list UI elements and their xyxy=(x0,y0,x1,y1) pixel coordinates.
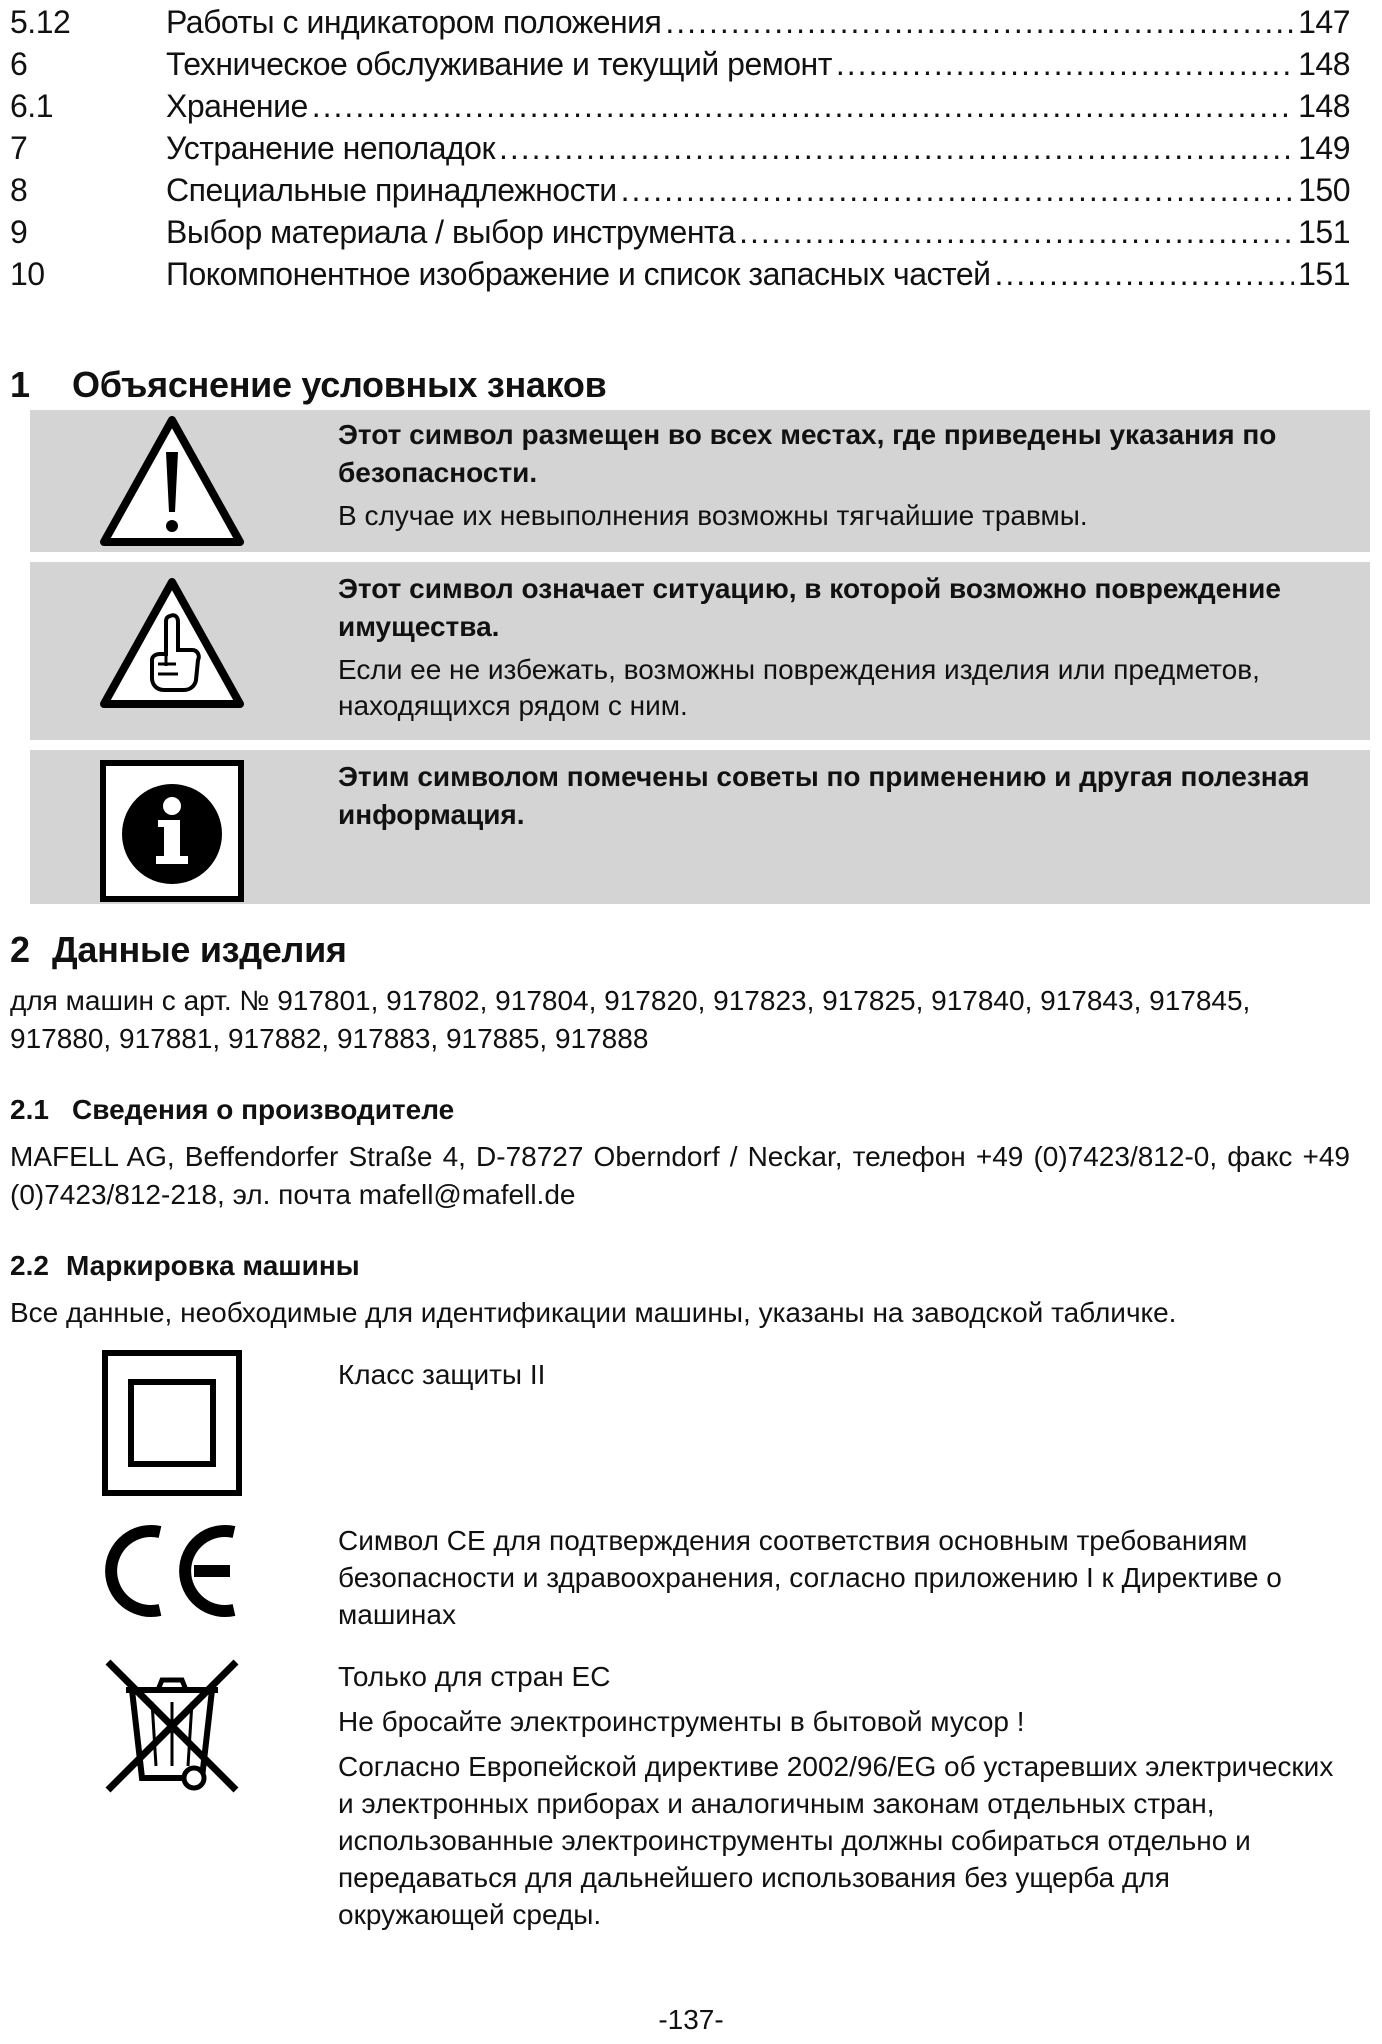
toc-leader xyxy=(739,214,1294,251)
toc-row[interactable] xyxy=(10,4,1350,46)
subsection-heading xyxy=(10,1250,360,1282)
toc-number: 7 xyxy=(10,130,28,166)
toc-title: Покомпонентное изображение и список запасных частей xyxy=(166,256,991,292)
section-heading xyxy=(10,929,347,971)
toc-number: 10 xyxy=(10,256,45,292)
toc-page: 151 xyxy=(1298,256,1350,292)
mark-text-line: Символ CE для подтверждения соответствия основным требованиям безопасности и здравоохранения, согласно приложению I к Директиве о машинах xyxy=(338,1525,1282,1630)
toc-title: Техническое обслуживание и текущий ремонт xyxy=(166,46,832,82)
section-number: 1 xyxy=(10,364,30,405)
section-heading xyxy=(10,364,606,406)
ce-mark-icon xyxy=(102,1518,242,1629)
manufacturer-info: MAFELL AG, Beffendorfer Straße 4, D-78727 Oberndorf / Neckar, телефон +49 (0)7423/812-0, факс +49 (0)7423/812-218, эл. почта mafell@mafell.de xyxy=(10,1141,1350,1210)
toc-number: 6 xyxy=(10,46,28,82)
toc-row[interactable] xyxy=(10,88,1350,130)
symbol-description xyxy=(338,758,1348,840)
toc-page: 149 xyxy=(1298,130,1350,166)
warning-triangle-icon xyxy=(100,414,244,553)
symbol-bold-text: Этот символ означает ситуацию, в которой возможно повреждение имущества. xyxy=(338,573,1281,642)
symbol-bold-text: Этим символом помечены советы по применению и другая полезная информация. xyxy=(338,761,1310,830)
toc-page: 148 xyxy=(1298,46,1350,82)
toc-leader xyxy=(312,88,1294,125)
mark-text-line: Только для стран ЕС xyxy=(338,1661,611,1692)
info-icon xyxy=(100,760,244,907)
mark-description xyxy=(338,1658,1338,1941)
toc-leader xyxy=(994,256,1294,293)
toc-row[interactable] xyxy=(10,172,1350,214)
crossed-bin-icon xyxy=(102,1656,242,1801)
toc-title: Устранение неполадок xyxy=(166,130,495,166)
article-numbers: для машин с арт. № 917801, 917802, 917804, 917820, 917823, 917825, 917840, 917843, 917845, 917880, 917881, 917882, 917883, 917885, 917888 xyxy=(10,985,1251,1054)
mark-text-line: Согласно Европейской директиве 2002/96/EG об устаревших электрических и электронных приборах и аналогичным законам отдельных стран, использованные электроинструменты должны собираться отдельно и передаваться для дальнейшего использования без ущерба для окружающей среды. xyxy=(338,1751,1334,1930)
toc-title: Выбор материала / выбор инструмента xyxy=(166,214,736,250)
subsection-title: Сведения о производителе xyxy=(72,1094,455,1125)
toc-number: 8 xyxy=(10,172,28,208)
toc-leader xyxy=(665,4,1294,41)
toc-title: Специальные принадлежности xyxy=(166,172,617,208)
symbol-bold-text: Этот символ размещен во всех местах, где приведены указания по безопасности. xyxy=(338,419,1277,488)
section-number: 2 xyxy=(10,929,30,970)
toc-row[interactable] xyxy=(10,130,1350,172)
page-number: -137- xyxy=(658,2004,724,2035)
toc-leader xyxy=(499,130,1294,167)
toc-leader xyxy=(621,172,1295,209)
section-title: Данные изделия xyxy=(52,929,347,970)
section-title: Объяснение условных знаков xyxy=(72,364,607,405)
toc-page: 151 xyxy=(1298,214,1350,250)
mark-text-line: Класс защиты II xyxy=(338,1359,546,1390)
toc-page: 147 xyxy=(1298,4,1350,40)
toc-page: 148 xyxy=(1298,88,1350,124)
table-of-contents xyxy=(10,4,1350,298)
toc-leader xyxy=(836,46,1294,83)
toc-row[interactable] xyxy=(10,214,1350,256)
subsection-number: 2.1 xyxy=(10,1094,49,1125)
mark-text-line: Не бросайте электроинструменты в бытовой мусор ! xyxy=(338,1706,1025,1737)
mark-description xyxy=(338,1522,1338,1641)
subsection-number: 2.2 xyxy=(10,1250,49,1281)
toc-title: Хранение xyxy=(166,88,308,124)
symbol-description xyxy=(338,416,1348,534)
toc-row[interactable] xyxy=(10,46,1350,88)
mark-description xyxy=(338,1356,1338,1401)
symbol-row xyxy=(30,410,1370,552)
toc-number: 9 xyxy=(10,214,28,250)
toc-page: 150 xyxy=(1298,172,1350,208)
machine-marking-text: Все данные, необходимые для идентификации машины, указаны на заводской табличке. xyxy=(10,1297,1177,1328)
hand-caution-icon xyxy=(100,576,244,715)
symbol-row xyxy=(30,562,1370,740)
symbol-row xyxy=(30,750,1370,904)
protection-class-ii-icon xyxy=(102,1350,242,1501)
toc-number: 5.12 xyxy=(10,4,71,40)
symbol-normal-text: Если ее не избежать, возможны повреждения изделия или предметов, находящихся рядом с ним. xyxy=(338,654,1260,721)
subsection-heading xyxy=(10,1094,454,1126)
toc-title: Работы с индикатором положения xyxy=(166,4,662,40)
symbol-description xyxy=(338,570,1348,724)
symbol-normal-text: В случае их невыполнения возможны тягчайшие травмы. xyxy=(338,500,1088,531)
toc-number: 6.1 xyxy=(10,88,53,124)
toc-row[interactable] xyxy=(10,256,1350,298)
subsection-title: Маркировка машины xyxy=(66,1250,360,1281)
